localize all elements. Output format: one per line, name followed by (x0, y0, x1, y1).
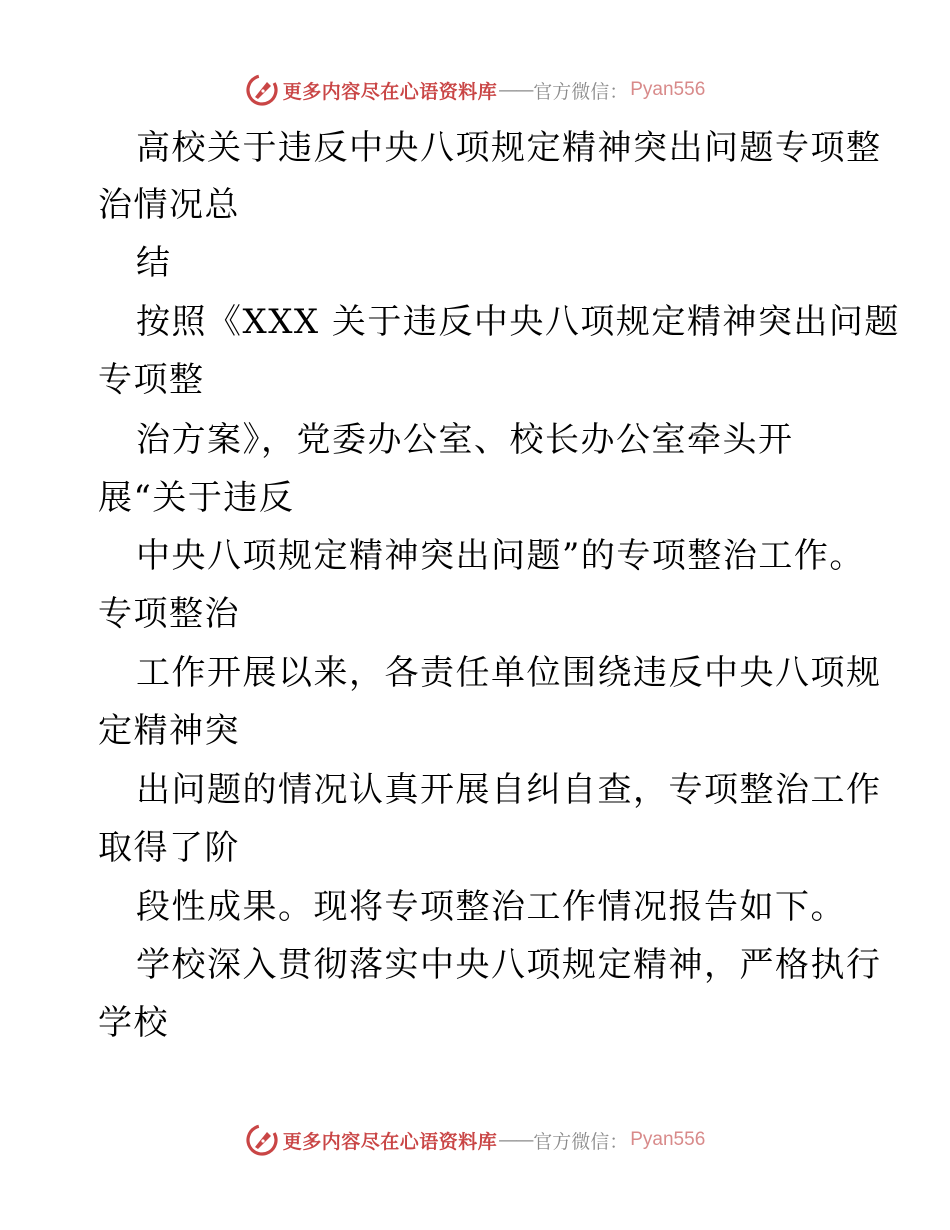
text-line: 取得了阶 (98, 828, 240, 868)
watermark-wechat-label: 官方微信： (533, 80, 629, 103)
text-line: 按照《XXX 关于违反中央八项规定精神突出问题 (136, 302, 900, 342)
watermark-header (0, 70, 950, 110)
text-line: 中央八项规定精神突出问题”的专项整治工作。 (136, 536, 865, 576)
text-line: 定精神突 (98, 711, 240, 751)
pen-nib-circle-icon (245, 1123, 279, 1157)
watermark-wechat-label: 官方微信： (533, 1130, 629, 1153)
text-line: 学校深入贯彻落实中央八项规定精神，严格执行 (136, 945, 882, 985)
text-line: 学校 (98, 1003, 169, 1043)
text-line: 高校关于违反中央八项规定精神突出问题专项整 (136, 128, 882, 168)
text-line: 专项整 (98, 360, 205, 400)
watermark-brand: 更多内容尽在心语资料库 (282, 80, 498, 103)
watermark-dash: —— (498, 1129, 533, 1151)
watermark-footer (0, 1120, 950, 1160)
pen-nib-circle-icon (245, 73, 279, 107)
watermark-account: Pyan556 (630, 79, 706, 100)
text-line: 专项整治 (98, 594, 240, 634)
text-line: 段性成果。现将专项整治工作情况报告如下。 (136, 887, 846, 927)
text-line: 治方案》，党委办公室、校长办公室牵头开 (136, 420, 794, 460)
watermark-dash: —— (498, 79, 533, 101)
text-line: 治情况总 (98, 185, 240, 225)
watermark-account: Pyan556 (630, 1129, 706, 1150)
watermark-brand: 更多内容尽在心语资料库 (282, 1130, 498, 1153)
text-line: 结 (136, 243, 172, 283)
text-line: 出问题的情况认真开展自纠自查，专项整治工作 (136, 770, 882, 810)
text-line: 展“关于违反 (98, 478, 295, 518)
text-line: 工作开展以来，各责任单位围绕违反中央八项规 (136, 653, 882, 693)
